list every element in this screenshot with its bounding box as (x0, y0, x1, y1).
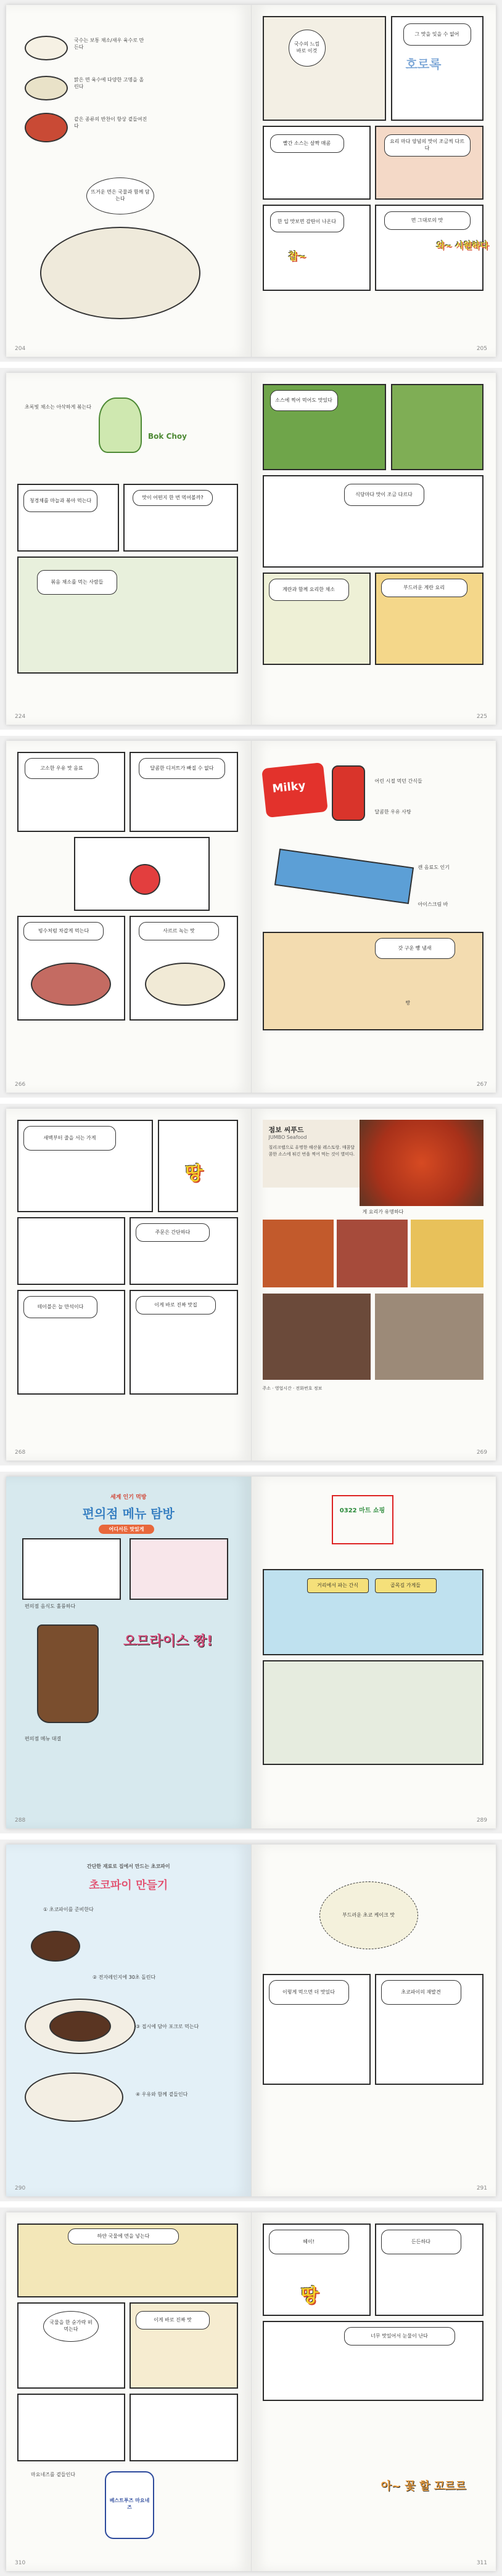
cover-subtitle: 어디서든 맛있게 (99, 1525, 154, 1534)
left-page (6, 5, 252, 357)
food-photo (411, 1220, 483, 1287)
speech-bubble: 이게 바로 진짜 맛집 (136, 1296, 216, 1314)
speech-bubble: 테이블은 늘 만석이다 (23, 1296, 97, 1318)
speech-bubble: 새벽부터 줄을 서는 가게 (23, 1126, 116, 1151)
ice-cream-bar-illustration (274, 849, 413, 904)
shopping-cart-illustration (332, 1495, 393, 1544)
caption: 초록빛 채소는 아삭하게 볶는다 (25, 404, 92, 410)
speech-bubble: 면 그대로의 맛 (384, 211, 471, 230)
plate-illustration (25, 2073, 123, 2122)
choco-pie-illustration (49, 2011, 111, 2042)
right-page (252, 741, 496, 1093)
speech-bubble: 요리 마다 양념의 맛이 조금씩 다르다 (384, 134, 471, 157)
spread-7 (0, 2207, 502, 2576)
chili-crab-photo (360, 1120, 483, 1206)
speech-bubble: 부드러운 계란 요리 (381, 579, 467, 597)
bread-label: 빵 (405, 1000, 411, 1006)
bok-choy-illustration (99, 397, 142, 453)
food-photo (337, 1220, 408, 1287)
speech-bubble: 그 맛을 잊을 수 없어 (403, 23, 471, 46)
candy-package-illustration (261, 762, 328, 818)
speech-bubble: 이게 바로 진짜 맛 (136, 2311, 210, 2329)
info-text: 칠리크랩으로 유명한 해산물 레스토랑. 매콤달콤한 소스에 튀긴 번을 찍어 먹는 것이 별미다. (268, 1145, 355, 1157)
left-page (6, 741, 252, 1093)
food-photo (263, 1220, 334, 1287)
store-sign: 0322 마트 쇼핑 (339, 1507, 385, 1514)
caption: 캔 음료도 인기 (418, 865, 450, 870)
speech-bubble: 맛이 어떤지 한 번 먹어볼까? (133, 490, 213, 506)
spread-1 (0, 0, 502, 368)
speech-bubble: 너무 맛있어서 눈물이 난다 (344, 2327, 455, 2346)
noodle-bowl-illustration (25, 36, 68, 60)
page-number: 268 (15, 1449, 26, 1456)
photo-caption: 게 요리가 유명하다 (362, 1209, 404, 1215)
comic-panel (130, 1538, 228, 1600)
recipe-step: ③ 접시에 담아 포크로 먹는다 (136, 2024, 199, 2029)
caption: 국수는 보통 채소/새우 육수로 만든다 (74, 38, 144, 51)
speech-bubble: 고소한 우유 맛 음료 (25, 758, 99, 779)
comic-panel (22, 1538, 121, 1600)
right-page (252, 373, 496, 725)
sound-effect: 땅 (185, 1163, 203, 1184)
restaurant-photo (263, 1294, 371, 1380)
page-number: 269 (476, 1449, 487, 1456)
speech-bubble: 골목길 가게들 (375, 1578, 437, 1593)
mayonnaise-jar-illustration (105, 2471, 154, 2539)
caption: 편의점 메뉴 대결 (25, 1736, 62, 1742)
right-page (252, 5, 496, 357)
sound-effect: 아~ 꽃 할 꼬르르 (381, 2480, 466, 2493)
sound-effect: 호로록 (405, 57, 442, 71)
left-page (6, 1844, 252, 2196)
info-subtitle: JUMBO Seafood (268, 1135, 307, 1140)
speech-bubble: 국수의 느낌 바로 이것 (289, 30, 326, 67)
speech-bubble: 빙수처럼 차갑게 먹는다 (23, 922, 104, 940)
speech-bubble: 헤이! (269, 2230, 349, 2254)
spread-5 (0, 1472, 502, 1840)
thought-bubble: 부드러운 초코 케이크 맛 (319, 1881, 418, 1949)
left-page (6, 1477, 252, 1828)
recipe-step: ④ 우유와 함께 곁들인다 (136, 2092, 188, 2097)
speech-bubble: 계란과 함께 요리한 채소 (269, 579, 349, 601)
speech-bubble: 초코파이의 재발견 (381, 1980, 461, 2005)
spread-6 (0, 1840, 502, 2207)
speech-bubble: 하얀 국물에 면을 넣는다 (68, 2228, 179, 2244)
sound-effect: 오므라이스 짱! (123, 1634, 213, 1649)
caption: 아이스크림 바 (418, 902, 448, 907)
shaved-ice-illustration (145, 963, 225, 1006)
page-number: 290 (15, 2185, 26, 2191)
speech-bubble: 이렇게 먹으면 더 맛있다 (269, 1980, 349, 2005)
page-number: 205 (476, 346, 487, 352)
recipe-intro: 간단한 재료로 집에서 만드는 초코파이 (86, 1864, 170, 1869)
speech-bubble: 뜨거운 면은 국물과 함께 담는다 (86, 177, 154, 214)
page-number: 311 (476, 2560, 487, 2566)
spread-2 (0, 368, 502, 736)
page-number: 225 (476, 714, 487, 720)
soup-bowl-illustration (25, 113, 68, 142)
caption: 마요네즈를 곁들인다 (31, 2472, 76, 2477)
address-info: 주소 · 영업시간 · 전화번호 정보 (262, 1386, 323, 1391)
speech-bubble: 달콤한 디저트가 빠질 수 없다 (139, 758, 225, 779)
comic-panel (263, 1660, 483, 1765)
sound-effect: 땅 (300, 2285, 319, 2307)
brand-label: Milky (271, 779, 306, 796)
speech-bubble: 사르르 녹는 맛 (139, 922, 219, 940)
drink-cup-illustration (130, 864, 160, 895)
cover-title: 편의점 메뉴 탐방 (82, 1506, 175, 1521)
cover-top-label: 세계 인기 먹방 (110, 1494, 147, 1501)
comic-panel (17, 2394, 125, 2461)
choco-pie-illustration (31, 1931, 80, 1962)
recipe-title: 초코파이 만들기 (89, 1879, 168, 1892)
bok-choy-label: Bok Choy (148, 432, 187, 441)
left-page (6, 373, 252, 725)
comic-panel (263, 16, 386, 121)
speech-bubble: 거리에서 파는 간식 (307, 1578, 369, 1593)
caption: 맑은 면 육수에 다양한 고명을 올린다 (74, 77, 144, 90)
page-number: 266 (15, 1082, 26, 1088)
left-page (6, 2212, 252, 2571)
speech-bubble: 소스에 찍어 먹어도 맛있다 (270, 390, 338, 411)
large-noodle-bowl-illustration (40, 227, 200, 319)
info-title: 점보 씨푸드 (268, 1126, 304, 1134)
caption: 달콤한 우유 사탕 (374, 809, 411, 815)
spread-4 (0, 1104, 502, 1472)
speech-bubble: 한 입 맛보면 감탄이 나온다 (270, 211, 344, 232)
comic-panel (263, 1569, 483, 1655)
speech-bubble: 빨간 소스는 살짝 매콤 (270, 134, 344, 153)
caption: 같은 종류의 반찬이 항상 곁들여진다 (74, 116, 147, 129)
page-number: 204 (15, 346, 26, 352)
sound-effect: 찹~ (288, 250, 307, 262)
page-number: 310 (15, 2560, 26, 2566)
comic-panel (130, 2394, 238, 2461)
speech-bubble: 식당마다 맛이 조금 다르다 (344, 484, 424, 506)
recipe-step: ① 초코파이를 준비한다 (43, 1907, 94, 1912)
speech-bubble: 청경채를 마늘과 볶아 먹는다 (23, 490, 97, 512)
speech-bubble: 갓 구운 빵 냄새 (375, 938, 455, 959)
left-page (6, 1109, 252, 1461)
broth-bowl-illustration (25, 76, 68, 100)
speech-bubble: 주문은 간단하다 (136, 1223, 210, 1242)
building-photo (375, 1294, 483, 1380)
sound-effect: 와~ 시원하다 (436, 241, 488, 251)
right-page (252, 1844, 496, 2196)
page-number: 267 (476, 1082, 487, 1088)
right-page (252, 2212, 496, 2571)
page-number: 288 (15, 1817, 26, 1824)
page-number: 224 (15, 714, 26, 720)
spread-3 (0, 736, 502, 1104)
jar-label: 베스트푸즈 마요네즈 (109, 2498, 150, 2510)
right-page (252, 1109, 496, 1461)
recipe-step: ② 전자레인지에 30초 돌린다 (93, 1975, 156, 1980)
caption: 편의점 음식도 훌륭하다 (25, 1604, 76, 1609)
comic-panel (17, 1217, 125, 1285)
page-number: 291 (476, 2185, 487, 2191)
caption: 어린 시절 먹던 간식들 (374, 778, 422, 784)
comic-panel (391, 384, 483, 470)
speech-bubble: 볶음 채소를 먹는 사람들 (37, 570, 117, 595)
shaved-ice-illustration (31, 963, 111, 1006)
page-number: 289 (476, 1817, 487, 1824)
drink-cup-illustration (37, 1624, 99, 1723)
speech-bubble: 국물을 한 숟가락 떠먹는다 (43, 2311, 99, 2342)
right-page (252, 1477, 496, 1828)
soda-can-illustration (332, 765, 365, 821)
speech-bubble: 든든하다 (381, 2230, 461, 2254)
